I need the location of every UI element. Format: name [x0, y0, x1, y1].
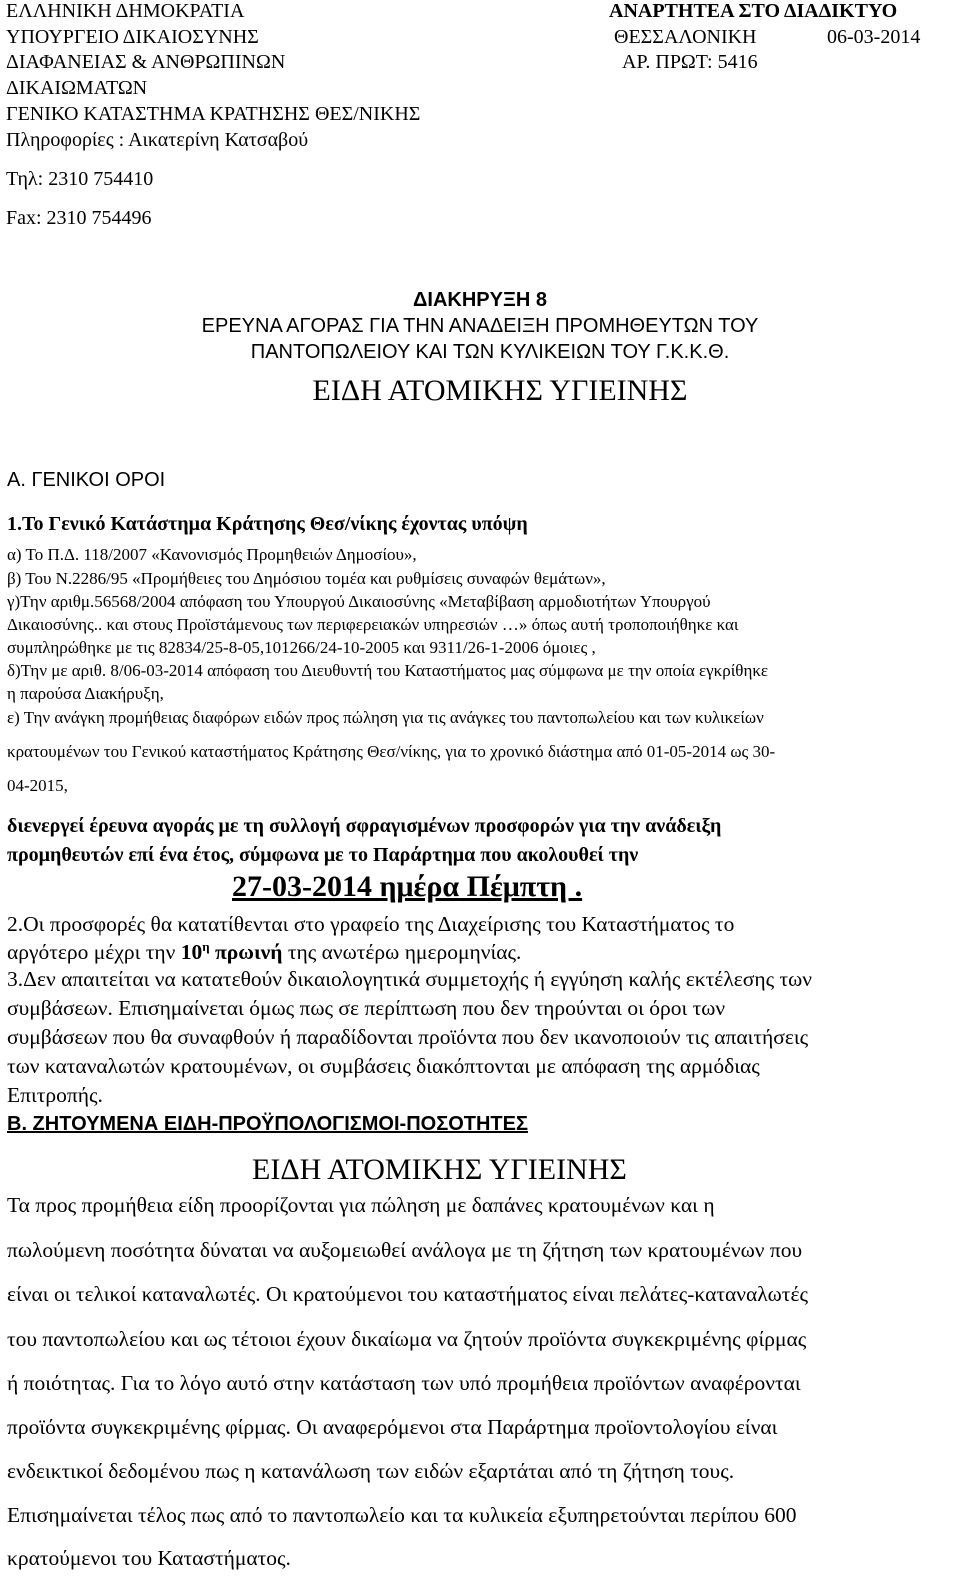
clause-b: β) Του Ν.2286/95 «Προμήθειες του Δημόσιου τομέα και ρυθμίσεις συναφών θεμάτων»,: [7, 569, 606, 588]
bold-statement-1: διενεργεί έρευνα αγοράς με τη συλλογή σφραγισμένων προσφορών για την ανάδειξη: [7, 815, 722, 837]
section-b-subheading: ΕΙΔΗ ΑΤΟΜΙΚΗΣ ΥΓΙΕΙΝΗΣ: [252, 1153, 627, 1186]
paragraph-line-5: ή ποιότητας. Για το λόγο αυτό στην κατάσταση των υπό προμήθεια προϊόντων αναφέρονται: [7, 1371, 801, 1395]
paragraph-line-3: είναι οι τελικοί καταναλωτές. Οι κρατούμενοι του καταστήματος είναι πελάτες-καταναλωτές: [7, 1282, 808, 1306]
header-fax: Fax: 2310 754496: [6, 207, 152, 229]
item1-heading: 1.Το Γενικό Κατάστημα Κράτησης Θεσ/νίκης έχοντας υπόψη: [7, 513, 528, 535]
paragraph-line-7: ενδεικτικοί δεδομένου πως η κατανάλωση των ειδών εξαρτάται από τη ζήτηση τους.: [7, 1459, 735, 1483]
section-b-heading: Β. ΖΗΤΟΥΜΕΝΑ ΕΙΔΗ-ΠΡΟΫΠΟΛΟΓΙΣΜΟΙ-ΠΟΣΟΤΗΤΕΣ: [7, 1113, 528, 1135]
item2-line-1: 2.Οι προσφορές θα κατατίθενται στο γραφείο της Διαχείρισης του Καταστήματος το: [7, 912, 735, 936]
clause-c-1: γ)Την αριθμ.56568/2004 απόφαση του Υπουργού Δικαιοσύνης «Μεταβίβαση αρμοδιοτήτων Υπουργού: [7, 592, 711, 611]
posted-label: ΑΝΑΡΤΗΤΕΑ ΣΤΟ ΔΙΑΔΙΚΤΥΟ: [609, 0, 898, 22]
header-date: 06-03-2014: [827, 26, 921, 48]
protocol-number: ΑΡ. ΠΡΩΤ: 5416: [622, 51, 758, 73]
clause-d-1: δ)Την με αριθ. 8/06-03-2014 απόφαση του Διευθυντή του Καταστήματος μας σύμφωνα με την οποία εγκρίθηκε: [7, 661, 769, 680]
clause-c-3: συμπληρώθηκε με τις 82834/25-8-05,101266/24-10-2005 και 9311/26-1-2006 όμοιες ,: [7, 638, 596, 657]
item3-line-4: των καταναλωτών κρατουμένων, οι συμβάσεις διακόπτονται με απόφαση της αρμόδιας: [7, 1054, 760, 1078]
header-line-1: ΕΛΛΗΝΙΚΗ ΔΗΜΟΚΡΑΤΙΑ: [6, 0, 245, 22]
deadline-text: 27-03-2014 ημέρα Πέμπτη .: [232, 870, 583, 903]
header-info-line: Πληροφορίες : Αικατερίνη Κατσαβού: [6, 129, 309, 151]
item2-hour: 10: [180, 940, 203, 965]
item2-pre: αργότερο μέχρι την: [7, 940, 181, 965]
item2-sup: η: [202, 939, 210, 954]
item3-line-5: Επιτροπής.: [7, 1083, 103, 1107]
title-declaration: ΔΙΑΚΗΡΥΞΗ 8: [413, 289, 547, 311]
clause-c-2: Δικαιοσύνης.. και στους Προϊστάμενους των περιφερειακών υπηρεσιών …» όπως αυτή τροποποιήθηκε και: [7, 615, 739, 634]
title-line-3: ΠΑΝΤΟΠΩΛΕΙΟΥ ΚΑΙ ΤΩΝ ΚΥΛΙΚΕΙΩΝ ΤΟΥ Γ.Κ.Κ.Θ.: [250, 341, 730, 363]
paragraph-line-2: πωλούμενη ποσότητα δύναται να αυξομειωθεί ανάλογα με τη ζήτηση των κρατουμένων που: [7, 1238, 803, 1262]
clause-e-2: κρατουμένων του Γενικού καταστήματος Κράτησης Θεσ/νίκης, για το χρονικό διάστημα από 01-05-2014 ως 30-: [7, 742, 776, 761]
header-line-4: ΔΙΚΑΙΩΜΑΤΩΝ: [6, 77, 148, 99]
clause-a: α) Το Π.Δ. 118/2007 «Κανονισμός Προμηθειών Δημοσίου»,: [7, 545, 417, 564]
clause-d-2: η παρούσα Διακήρυξη,: [7, 684, 164, 703]
clause-e-1: ε) Την ανάγκη προμήθειας διαφόρων ειδών προς πώληση για τις ανάγκες του παντοπωλείου και των κυλικείων: [7, 708, 764, 727]
paragraph-line-4: του παντοπωλείου και ως τέτοιοι έχουν δικαίωμα να ζητούν προϊόντα συγκεκριμένης φίρμας: [7, 1327, 807, 1351]
paragraph-line-6: προϊόντα συγκεκριμένης φίρμας. Οι αναφερόμενοι στα Παράρτημα προϊοντολογίου είναι: [7, 1415, 778, 1439]
header-line-2: ΥΠΟΥΡΓΕΙΟ ΔΙΚΑΙΟΣΥΝΗΣ: [6, 26, 259, 48]
item2-post: της ανωτέρω ημερομηνίας.: [282, 940, 522, 965]
deadline-date: [232, 870, 582, 904]
title-line-2: ΕΡΕΥΝΑ ΑΓΟΡΑΣ ΓΙΑ ΤΗΝ ΑΝΑΔΕΙΞΗ ΠΡΟΜΗΘΕΥΤΩΝ ΤΟΥ: [201, 315, 759, 337]
paragraph-line-9: κρατούμενοι του Καταστήματος.: [7, 1546, 291, 1570]
bold-statement-2: προμηθευτών επί ένα έτος, σύμφωνα με το Παράρτημα που ακολουθεί την: [7, 844, 639, 866]
item2-bold: πρωινή: [209, 940, 283, 965]
item2-line-2: [7, 939, 521, 965]
paragraph-line-8: Επισημαίνεται τέλος πως από το παντοπωλείο και τα κυλικεία εξυπηρετούνται περίπου 600: [7, 1503, 797, 1527]
section-a-heading: Α. ΓΕΝΙΚΟΙ ΟΡΟΙ: [7, 469, 166, 491]
item3-line-2: συμβάσεων. Επισημαίνεται όμως πως σε περίπτωση που δεν τηρούνται οι όροι των: [7, 996, 726, 1020]
header-phone: Τηλ: 2310 754410: [6, 168, 154, 190]
header-city: ΘΕΣΣΑΛΟΝΙΚΗ: [614, 26, 757, 48]
header-line-5: ΓΕΝΙΚΟ ΚΑΤΑΣΤΗΜΑ ΚΡΑΤΗΣΗΣ ΘΕΣ/ΝΙΚΗΣ: [6, 103, 421, 125]
item3-line-1: 3.Δεν απαιτείται να κατατεθούν δικαιολογητικά συμμετοχής ή εγγύηση καλής εκτέλεσης των: [7, 967, 813, 991]
paragraph-line-1: Τα προς προμήθεια είδη προορίζονται για πώληση με δαπάνες κρατουμένων και η: [7, 1193, 715, 1217]
item3-line-3: συμβάσεων που θα συναφθούν ή παραδίδονται προϊόντα που δεν ικανοποιούν τις απαιτήσεις: [7, 1025, 809, 1049]
title-line-4: ΕΙΔΗ ΑΤΟΜΙΚΗΣ ΥΓΙΕΙΝΗΣ: [312, 374, 688, 407]
clause-e-3: 04-2015,: [7, 776, 68, 795]
header-line-3: ΔΙΑΦΑΝΕΙΑΣ & ΑΝΘΡΩΠΙΝΩΝ: [6, 51, 286, 73]
